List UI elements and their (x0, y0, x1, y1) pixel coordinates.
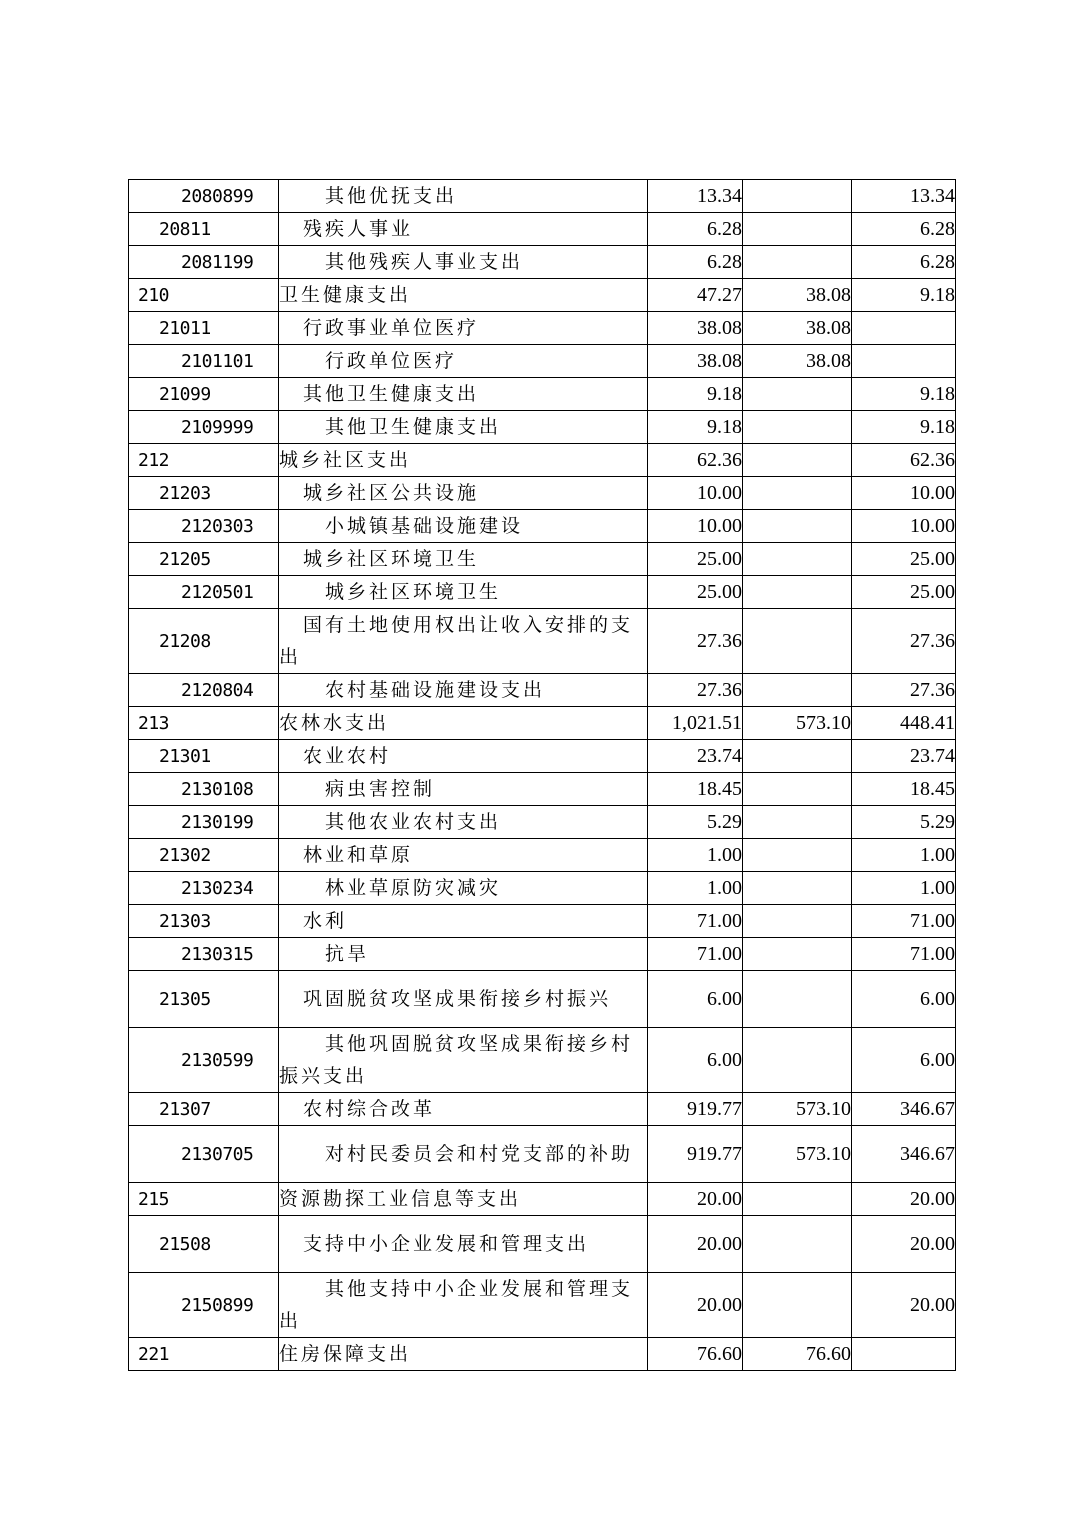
total-value: 13.34 (648, 180, 743, 213)
function-code: 21099 (129, 378, 279, 411)
project-value: 448.41 (852, 707, 956, 740)
total-value: 38.08 (648, 312, 743, 345)
function-code: 21301 (129, 740, 279, 773)
project-value: 25.00 (852, 576, 956, 609)
total-value: 18.45 (648, 773, 743, 806)
subject-name: 农村综合改革 (279, 1093, 648, 1126)
project-value: 20.00 (852, 1273, 956, 1338)
subject-name: 住房保障支出 (279, 1338, 648, 1371)
table-row (129, 1216, 956, 1273)
subject-name: 其他优抚支出 (279, 180, 648, 213)
subject-name: 城乡社区支出 (279, 444, 648, 477)
project-value (852, 1338, 956, 1371)
function-code: 21205 (129, 543, 279, 576)
function-code: 2120303 (129, 510, 279, 543)
project-value: 9.18 (852, 279, 956, 312)
basic-value (743, 806, 852, 839)
subject-name (279, 1028, 648, 1093)
table-row (129, 1273, 956, 1338)
function-code: 2130315 (129, 938, 279, 971)
table-row (129, 378, 956, 411)
basic-value (743, 180, 852, 213)
function-code: 21203 (129, 477, 279, 510)
total-value: 6.00 (648, 971, 743, 1028)
table-row (129, 444, 956, 477)
project-value (852, 312, 956, 345)
total-value: 1.00 (648, 839, 743, 872)
total-value: 71.00 (648, 938, 743, 971)
table-row (129, 740, 956, 773)
table-row (129, 1338, 956, 1371)
total-value: 27.36 (648, 609, 743, 674)
subject-name: 其他农业农村支出 (279, 806, 648, 839)
total-value: 47.27 (648, 279, 743, 312)
basic-value (743, 378, 852, 411)
function-code: 2101101 (129, 345, 279, 378)
table-row (129, 180, 956, 213)
total-value: 9.18 (648, 411, 743, 444)
total-value: 10.00 (648, 477, 743, 510)
project-value: 27.36 (852, 609, 956, 674)
subject-name-line-2: 出 (279, 1310, 302, 1332)
function-code: 2120501 (129, 576, 279, 609)
function-code: 2130199 (129, 806, 279, 839)
basic-value: 573.10 (743, 1126, 852, 1183)
project-value: 18.45 (852, 773, 956, 806)
function-code: 2081199 (129, 246, 279, 279)
table-row (129, 510, 956, 543)
basic-value (743, 1183, 852, 1216)
total-value: 23.74 (648, 740, 743, 773)
total-value: 6.28 (648, 246, 743, 279)
basic-value (743, 938, 852, 971)
subject-name: 农业农村 (279, 740, 648, 773)
subject-name: 城乡社区公共设施 (279, 477, 648, 510)
table-row (129, 707, 956, 740)
table-row (129, 839, 956, 872)
function-code: 215 (129, 1183, 279, 1216)
basic-value (743, 839, 852, 872)
budget-table (128, 179, 956, 1371)
subject-name (279, 609, 648, 674)
function-code: 21011 (129, 312, 279, 345)
total-value: 71.00 (648, 905, 743, 938)
function-code: 21302 (129, 839, 279, 872)
basic-value (743, 773, 852, 806)
total-value: 62.36 (648, 444, 743, 477)
project-value: 346.67 (852, 1093, 956, 1126)
basic-value (743, 543, 852, 576)
subject-name-line-2: 振兴支出 (279, 1065, 368, 1087)
project-value: 20.00 (852, 1183, 956, 1216)
total-value: 6.00 (648, 1028, 743, 1093)
function-code: 2130234 (129, 872, 279, 905)
table-row (129, 674, 956, 707)
function-code: 2130108 (129, 773, 279, 806)
project-value: 346.67 (852, 1126, 956, 1183)
table-row (129, 477, 956, 510)
project-value: 9.18 (852, 378, 956, 411)
table-row (129, 872, 956, 905)
table-row (129, 213, 956, 246)
table-row (129, 1093, 956, 1126)
subject-name: 其他卫生健康支出 (279, 378, 648, 411)
function-code: 212 (129, 444, 279, 477)
subject-name: 支持中小企业发展和管理支出 (279, 1216, 648, 1273)
function-code: 2130705 (129, 1126, 279, 1183)
basic-value (743, 477, 852, 510)
basic-value (743, 444, 852, 477)
table-row (129, 345, 956, 378)
basic-value (743, 576, 852, 609)
subject-name: 行政单位医疗 (279, 345, 648, 378)
basic-value (743, 510, 852, 543)
function-code: 2109999 (129, 411, 279, 444)
table-row (129, 543, 956, 576)
total-value: 10.00 (648, 510, 743, 543)
basic-value (743, 411, 852, 444)
total-value: 1.00 (648, 872, 743, 905)
project-value: 13.34 (852, 180, 956, 213)
function-code: 21307 (129, 1093, 279, 1126)
project-value (852, 345, 956, 378)
table-row (129, 1126, 956, 1183)
table-row (129, 246, 956, 279)
total-value: 1,021.51 (648, 707, 743, 740)
basic-value: 38.08 (743, 345, 852, 378)
project-value: 23.74 (852, 740, 956, 773)
project-value: 71.00 (852, 938, 956, 971)
total-value: 5.29 (648, 806, 743, 839)
subject-name: 农林水支出 (279, 707, 648, 740)
subject-name: 巩固脱贫攻坚成果衔接乡村振兴 (279, 971, 648, 1028)
project-value: 10.00 (852, 510, 956, 543)
total-value: 20.00 (648, 1183, 743, 1216)
function-code: 2150899 (129, 1273, 279, 1338)
project-value: 5.29 (852, 806, 956, 839)
function-code: 2130599 (129, 1028, 279, 1093)
basic-value (743, 740, 852, 773)
function-code: 20811 (129, 213, 279, 246)
basic-value (743, 971, 852, 1028)
basic-value (743, 1216, 852, 1273)
function-code: 213 (129, 707, 279, 740)
project-value: 10.00 (852, 477, 956, 510)
total-value: 9.18 (648, 378, 743, 411)
subject-name: 其他残疾人事业支出 (279, 246, 648, 279)
basic-value (743, 213, 852, 246)
table-row (129, 411, 956, 444)
function-code: 21305 (129, 971, 279, 1028)
subject-name (279, 1273, 648, 1338)
table-row (129, 938, 956, 971)
total-value: 76.60 (648, 1338, 743, 1371)
table-row (129, 609, 956, 674)
subject-name: 小城镇基础设施建设 (279, 510, 648, 543)
function-code: 21208 (129, 609, 279, 674)
table-row (129, 312, 956, 345)
project-value: 6.28 (852, 246, 956, 279)
function-code: 2080899 (129, 180, 279, 213)
basic-value: 76.60 (743, 1338, 852, 1371)
basic-value: 38.08 (743, 279, 852, 312)
subject-name: 行政事业单位医疗 (279, 312, 648, 345)
subject-name-line-1: 其他巩固脱贫攻坚成果衔接乡村 (325, 1033, 634, 1055)
subject-name: 其他卫生健康支出 (279, 411, 648, 444)
total-value: 25.00 (648, 543, 743, 576)
basic-value (743, 872, 852, 905)
table-row (129, 1028, 956, 1093)
basic-value (743, 674, 852, 707)
subject-name: 林业和草原 (279, 839, 648, 872)
basic-value (743, 246, 852, 279)
basic-value (743, 905, 852, 938)
function-code: 21508 (129, 1216, 279, 1273)
project-value: 1.00 (852, 839, 956, 872)
basic-value (743, 609, 852, 674)
basic-value: 573.10 (743, 707, 852, 740)
table-row (129, 806, 956, 839)
subject-name: 水利 (279, 905, 648, 938)
table-row (129, 279, 956, 312)
subject-name: 卫生健康支出 (279, 279, 648, 312)
function-code: 2120804 (129, 674, 279, 707)
subject-name: 残疾人事业 (279, 213, 648, 246)
subject-name: 对村民委员会和村党支部的补助 (279, 1126, 648, 1183)
subject-name-line-1: 其他支持中小企业发展和管理支 (325, 1278, 634, 1300)
subject-name: 抗旱 (279, 938, 648, 971)
project-value: 6.28 (852, 213, 956, 246)
table-row (129, 773, 956, 806)
table-row (129, 576, 956, 609)
project-value: 25.00 (852, 543, 956, 576)
total-value: 25.00 (648, 576, 743, 609)
subject-name-line-2: 出 (279, 646, 302, 668)
total-value: 6.28 (648, 213, 743, 246)
basic-value (743, 1273, 852, 1338)
total-value: 919.77 (648, 1126, 743, 1183)
subject-name: 林业草原防灾减灾 (279, 872, 648, 905)
total-value: 20.00 (648, 1216, 743, 1273)
subject-name: 城乡社区环境卫生 (279, 543, 648, 576)
total-value: 919.77 (648, 1093, 743, 1126)
project-value: 62.36 (852, 444, 956, 477)
project-value: 27.36 (852, 674, 956, 707)
project-value: 6.00 (852, 971, 956, 1028)
basic-value (743, 1028, 852, 1093)
project-value: 6.00 (852, 1028, 956, 1093)
table-row (129, 1183, 956, 1216)
project-value: 9.18 (852, 411, 956, 444)
subject-name: 资源勘探工业信息等支出 (279, 1183, 648, 1216)
table-row (129, 971, 956, 1028)
subject-name: 城乡社区环境卫生 (279, 576, 648, 609)
project-value: 71.00 (852, 905, 956, 938)
project-value: 20.00 (852, 1216, 956, 1273)
subject-name-line-1: 国有土地使用权出让收入安排的支 (303, 614, 634, 636)
subject-name: 病虫害控制 (279, 773, 648, 806)
total-value: 27.36 (648, 674, 743, 707)
function-code: 210 (129, 279, 279, 312)
basic-value: 573.10 (743, 1093, 852, 1126)
function-code: 21303 (129, 905, 279, 938)
table-row (129, 905, 956, 938)
project-value: 1.00 (852, 872, 956, 905)
subject-name: 农村基础设施建设支出 (279, 674, 648, 707)
function-code: 221 (129, 1338, 279, 1371)
basic-value: 38.08 (743, 312, 852, 345)
total-value: 20.00 (648, 1273, 743, 1338)
total-value: 38.08 (648, 345, 743, 378)
